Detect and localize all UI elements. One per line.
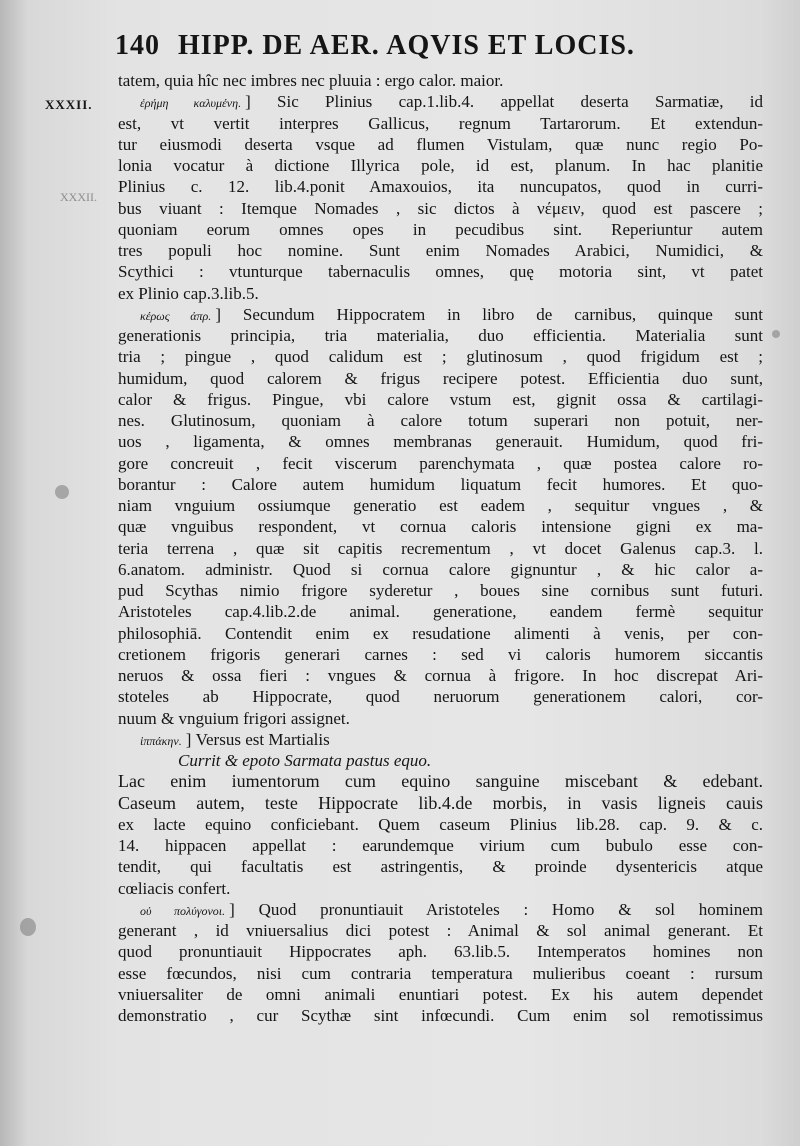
- text-line: [118, 580, 763, 601]
- text-line: [118, 1005, 763, 1026]
- text-line: [118, 283, 763, 304]
- text-line: [118, 91, 763, 112]
- line-text: esse fœcundos, nisi cum contraria temperatura mulieribus coeant : rursum: [118, 963, 763, 983]
- line-text: teria terrena , quæ sit capitis recrementum , vt docet Galenus cap.3. l.: [118, 538, 763, 558]
- line-text: ] Quod pronuntiauit Aristoteles : Homo & sol hominem: [229, 899, 763, 919]
- text-line: [118, 601, 763, 622]
- line-text: vniuersaliter de omni animali enuntiari potest. Ex his autem dependet: [118, 984, 763, 1004]
- line-text: 6.anatom. administr. Quod si cornua calore gignuntur , & hic calor a-: [118, 559, 763, 579]
- running-header: [115, 30, 715, 62]
- line-text: bus viuant : Itemque Nomades , sic dictos à νέμειν, quod est pascere ;: [118, 198, 763, 218]
- line-text: est, vt vertit interpres Gallicus, regnum Tartarorum. Et extendun-: [118, 113, 763, 133]
- margin-show-through-text: XXXII.: [60, 190, 97, 204]
- text-line: [118, 240, 763, 261]
- text-line: [118, 538, 763, 559]
- line-text: calor & frigus. Pingue, vbi calore vstum est, gignit ossa & cartilagi-: [118, 389, 763, 409]
- margin-section-number: XXXII.: [45, 97, 93, 112]
- page-number: 140: [115, 30, 160, 61]
- ink-spot: [20, 918, 36, 936]
- text-line: [118, 304, 763, 325]
- line-text: Lac enim iumentorum cum equino sanguine miscebant & edebant.: [118, 771, 763, 792]
- line-text: tatem, quia hîc nec imbres nec pluuia : ergo calor. maior.: [118, 71, 504, 90]
- text-line: [118, 453, 763, 474]
- line-text: Scythici : vtunturque tabernaculis omnes, quę motoria sint, vt patet: [118, 262, 763, 282]
- text-line: [118, 219, 763, 240]
- line-text: ] Sic Plinius cap.1.lib.4. appellat deserta Sarmatiæ, id: [245, 92, 763, 112]
- line-text: cœliacis confert.: [118, 878, 231, 898]
- text-line: [118, 495, 763, 516]
- text-line: [118, 474, 763, 495]
- line-text: quod pronuntiauit Hippocrates aph. 63.lib.5. Intemperatos homines non: [118, 942, 763, 962]
- text-line: [118, 686, 763, 707]
- text-line: [118, 984, 763, 1005]
- text-line: [118, 155, 763, 176]
- line-text: philosophiā. Contendit enim ex resudatione alimenti à venis, per con-: [118, 623, 763, 643]
- text-line: [118, 708, 763, 729]
- text-line: [118, 623, 763, 644]
- body-text: [118, 70, 763, 1026]
- greek-lemma: ἱππάκην.: [140, 733, 182, 748]
- text-line: [118, 346, 763, 367]
- line-text: tria ; pingue , quod calidum est ; glutinosum , quod frigidum est ;: [118, 347, 763, 367]
- line-text: ex lacte equino conficiebant. Quem caseum Plinius lib.28. cap. 9. & c.: [118, 814, 763, 834]
- text-line: [118, 325, 763, 346]
- line-text: nes. Glutinosum, quoniam à calore totum superari non potuit, ner-: [118, 411, 763, 430]
- text-line: [118, 644, 763, 665]
- text-line: [118, 835, 763, 856]
- line-text: tres populi hoc nomine. Sunt enim Nomades Arabici, Numidici, &: [118, 241, 763, 260]
- text-line: [118, 729, 763, 750]
- line-text: stoteles ab Hippocrate, quod neruorum generationem calori, cor-: [118, 687, 763, 707]
- line-text: ] Versus est Martialis: [185, 729, 330, 749]
- greek-lemma: κέρως ἀπρ.: [140, 308, 212, 323]
- text-line: [118, 559, 763, 580]
- line-text: Aristoteles cap.4.lib.2.de animal. generatione, eandem fermè sequitur: [118, 602, 763, 622]
- line-text: generationis principia, tria materialia, duo efficientia. Materialia sunt: [118, 326, 763, 345]
- line-text: pud Scythas nimio frigore syderetur , boues sine cornibus sunt futuri.: [118, 581, 763, 600]
- line-text: quoniam eorum omnes opes in pecudibus sint. Reperiuntur autem: [118, 219, 763, 239]
- running-title: HIPP. DE AER. AQVIS ET LOCIS.: [178, 30, 635, 61]
- text-line: [118, 134, 763, 155]
- text-line: [118, 750, 763, 771]
- text-line: [118, 665, 763, 686]
- ink-spot: [772, 330, 780, 338]
- line-text: tendit, qui facultatis est astringentis, & proinde dysentericis atque: [118, 857, 763, 877]
- text-line: [118, 793, 763, 814]
- text-line: [118, 814, 763, 835]
- line-text: niam vnguium ossiumque generatio est eadem , sequitur vngues , &: [118, 496, 763, 515]
- line-text: tur eiusmodi deserta vsque ad flumen Vistulam, quæ nunc regio Po-: [118, 134, 763, 154]
- text-line: [118, 368, 763, 389]
- text-line: [118, 261, 763, 282]
- line-text: 14. hippacen appellat : earundemque virium cum bubulo esse con-: [118, 836, 763, 855]
- text-line: [118, 941, 763, 962]
- greek-lemma: ἐρήμη καλυμένη.: [140, 96, 242, 111]
- ink-spot: [55, 485, 69, 499]
- text-line: [118, 516, 763, 537]
- line-text: gore concreuit , fecit viscerum parenchymata , quæ postea calore ro-: [118, 453, 763, 473]
- text-line: [118, 878, 763, 899]
- text-line: [118, 389, 763, 410]
- line-text: humidum, quod calorem & frigus recipere potest. Efficientia duo sunt,: [118, 368, 763, 388]
- line-text: Currit & epoto Sarmata pastus equo.: [178, 751, 432, 770]
- line-text: uos , ligamenta, & omnes membranas generauit. Humidum, quod fri-: [118, 432, 763, 452]
- text-line: [118, 70, 763, 91]
- text-line: [118, 856, 763, 877]
- text-line: [118, 431, 763, 452]
- line-text: Plinius c. 12. lib.4.ponit Amaxouios, ita nuncupatos, quod in curri-: [118, 177, 763, 197]
- text-line: [118, 920, 763, 941]
- line-text: ex Plinio cap.3.lib.5.: [118, 283, 259, 303]
- greek-lemma: οὐ πολύγονοι.: [140, 903, 226, 918]
- text-line: [118, 963, 763, 984]
- line-text: ] Secundum Hippocratem in libro de carnibus, quinque sunt: [215, 304, 763, 324]
- text-line: [118, 198, 763, 219]
- line-text: neruos & ossa fieri : vngues & cornua à frigore. In hoc discrepat Ari-: [118, 666, 763, 685]
- text-line: [118, 113, 763, 134]
- text-line: [118, 176, 763, 197]
- text-line: [118, 410, 763, 431]
- text-line: [118, 899, 763, 920]
- line-text: lonia vocatur à dictione Illyrica pole, id est, planum. In hac planitie: [118, 156, 763, 175]
- line-text: quæ vnguibus respondent, vt cornua caloris intensione gigni ex ma-: [118, 517, 763, 537]
- line-text: demonstratio , cur Scythæ sint infœcundi. Cum enim sol remotissimus: [118, 1006, 763, 1025]
- line-text: generant , id vniuersalius dici potest : Animal & sol animal generant. Et: [118, 921, 763, 940]
- line-text: cretionem frigoris generari carnes : sed vi caloris humorem siccantis: [118, 644, 763, 664]
- text-line: [118, 771, 763, 792]
- line-text: borantur : Calore autem humidum liquatum fecit humores. Et quo-: [118, 474, 763, 494]
- line-text: nuum & vnguium frigori assignet.: [118, 708, 350, 728]
- line-text: Caseum autem, teste Hippocrate lib.4.de morbis, in vasis ligneis cauis: [118, 792, 763, 813]
